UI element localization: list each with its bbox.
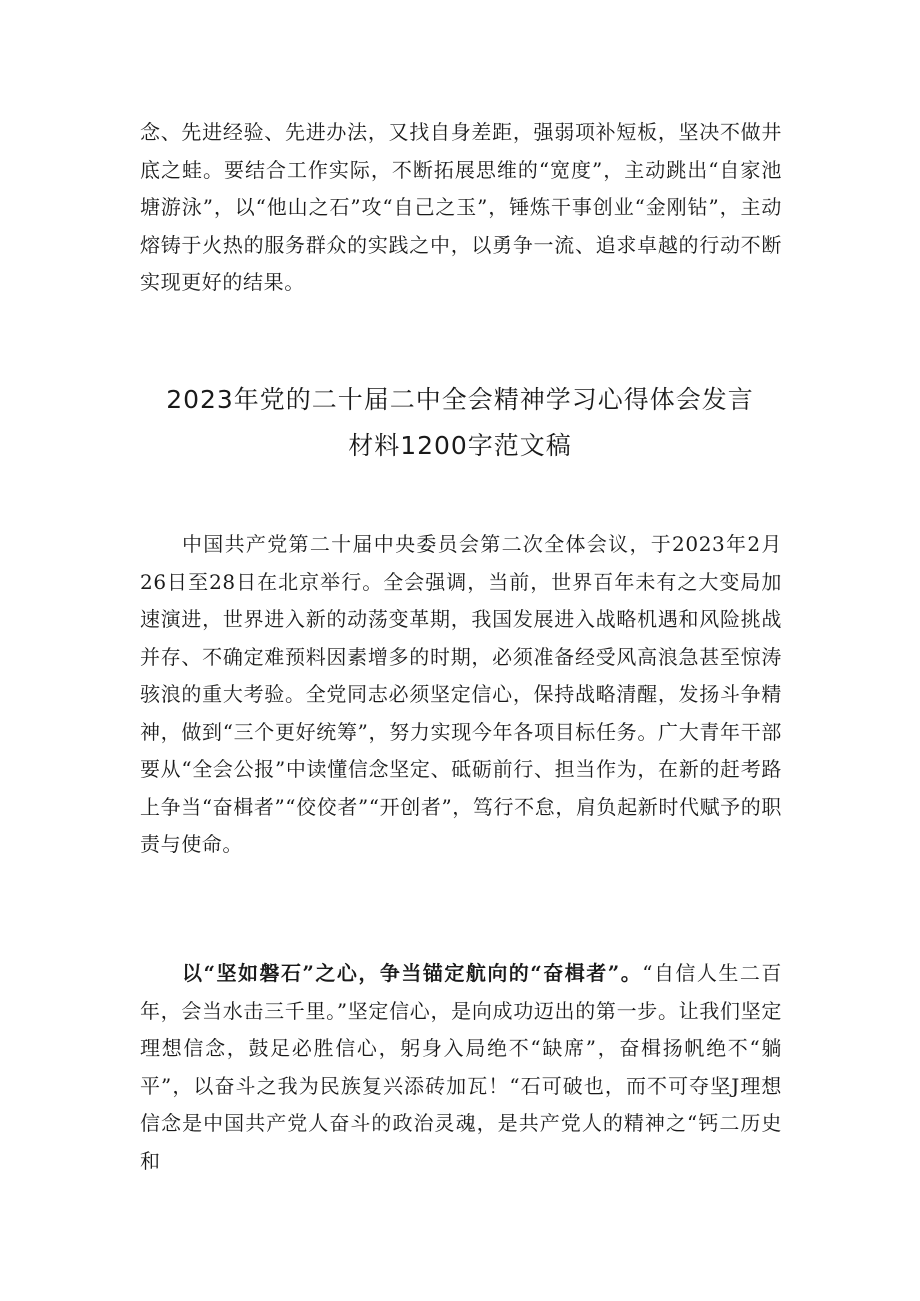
section-heading: 以“坚如磐石”之心，争当锚定航向的“奋楫者”。	[182, 961, 643, 985]
title-line-2: 材料1200字范文稿	[348, 431, 572, 460]
paragraph-continuation: 念、先进经验、先进办法，又找自身差距，强弱项补短板，坚决不做井底之蛙。要结合工作实际，不断拓展思维的“宽度”，主动跳出“自家池塘游泳”，以“他山之石”攻“自己之玉”，锤炼干事创业“金刚钻”，主动熔铸于火热的服务群众的实践之中，以勇争一流、追求卓越的行动不断实现更好的结果。	[140, 120, 782, 294]
section-body: “自信人生二百年，会当水击三千里。”坚定信心，是向成功迈出的第一步。让我们坚定理想信念，鼓足必胜信心，躬身入局绝不“缺席”，奋楫扬帆绝不“躺平”，以奋斗之我为民族复兴添砖加瓦！“石可破也，而不可夺坚J理想信念是中国共产党人奋斗的政治灵魂，是共产党人的精神之“钙二历史和	[140, 961, 782, 1173]
paragraph-section-1	[140, 955, 782, 1180]
paragraph-intro: 中国共产党第二十届中央委员会第二次全体会议，于2023年2月26日至28日在北京举行。全会强调，当前，世界百年未有之大变局加速演进，世界进入新的动荡变革期，我国发展进入战略机遇和风险挑战并存、不确定难预料因素增多的时期，必须准备经受风高浪急甚至惊涛骇浪的重大考验。全党同志必须坚定信心，保持战略清醒，发扬斗争精神，做到“三个更好统筹”，努力实现今年各项目标任务。广大青年干部要从“全会公报”中读懂信念坚定、砥砺前行、担当作为，在新的赶考路上争当“奋楫者”“佼佼者”“开创者”，笃行不怠，肩负起新时代赋予的职责与使命。	[140, 532, 782, 856]
title-line-1: 2023年党的二十届二中全会精神学习心得体会发言	[166, 385, 754, 414]
document-title	[120, 377, 800, 469]
